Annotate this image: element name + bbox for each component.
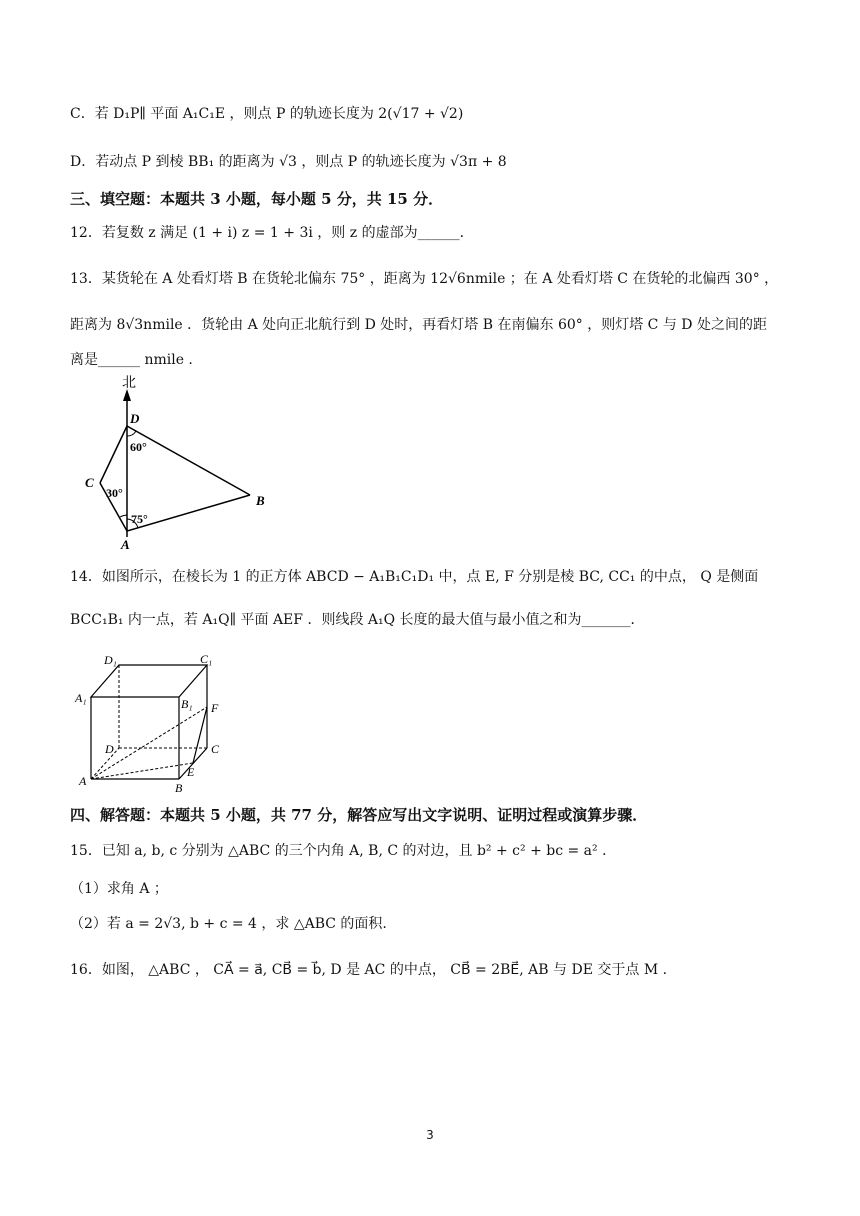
option-c: C．若 D₁P∥ 平面 A₁C₁E ，则点 P 的轨迹长度为 2(√17 + √2): [70, 106, 464, 122]
section-4-heading: 四、解答题：本题共 5 小题，共 77 分，解答应写出文字说明、证明过程或演算步骤．: [70, 806, 648, 824]
question-13-line-1: 13．某货轮在 A 处看灯塔 B 在货轮北偏东 75° ，距离为 12√6nmile ；在 A 处看灯塔 C 在货轮的北偏西 30° ，: [70, 271, 779, 287]
point-d-label: D: [130, 411, 140, 426]
north-label: 北: [122, 376, 136, 391]
question-16: 16．如图， △ABC ， CA⃗ = a⃗, CB⃗ = b⃗, D 是 AC 的中点， CB⃗ = 2BE⃗, AB 与 DE 交于点 M .: [70, 962, 668, 978]
point-e-label: E: [187, 765, 195, 779]
figure-14-cube: [72, 650, 232, 795]
angle-30-label: 30°: [106, 486, 123, 500]
vertex-a-label: A: [79, 774, 87, 788]
point-c-label: C: [85, 475, 94, 490]
option-d: D．若动点 P 到棱 BB₁ 的距离为 √3 ，则点 P 的轨迹长度为 √3π + 8: [70, 154, 507, 170]
vertex-d1-label: D₁: [104, 653, 117, 667]
point-b-label: B: [256, 493, 265, 508]
question-15-part-1: （1）求角 A ；: [70, 881, 168, 897]
question-13-line-2: 距离为 8√3nmile ．货轮由 A 处向正北航行到 D 处时，再看灯塔 B 在南偏东 60° ，则灯塔 C 与 D 处之间的距: [70, 317, 767, 333]
question-15-part-2: （2）若 a = 2√3, b + c = 4 ，求 △ABC 的面积.: [70, 916, 387, 932]
question-13-line-3: 离是______ nmile .: [70, 352, 193, 368]
vertex-b1-label: B₁: [181, 697, 193, 711]
question-14-line-2: BCC₁B₁ 内一点，若 A₁Q∥ 平面 AEF ．则线段 A₁Q 长度的最大值与最小值之和为_______．: [70, 612, 645, 628]
angle-75-label: 75°: [131, 512, 148, 526]
figure-13-navigation-diagram: [80, 375, 280, 555]
question-15: 15．已知 a, b, c 分别为 △ABC 的三个内角 A, B, C 的对边，且 b² + c² + bc = a² ．: [70, 843, 617, 859]
question-14-line-1: 14．如图所示，在棱长为 1 的正方体 ABCD − A₁B₁C₁D₁ 中，点 E, F 分别是棱 BC, CC₁ 的中点， Q 是侧面: [70, 569, 759, 585]
page-number: 3: [426, 1128, 434, 1142]
vertex-c-label: C: [211, 742, 220, 756]
section-3-heading: 三、填空题：本题共 3 小题，每小题 5 分，共 15 分．: [70, 190, 444, 208]
angle-60-label: 60°: [130, 440, 147, 454]
vertex-d-label: D: [105, 742, 114, 756]
point-a-label: A: [121, 537, 130, 552]
vertex-c1-label: C₁: [200, 652, 213, 666]
vertex-b-label: B: [175, 781, 183, 795]
point-f-label: F: [211, 701, 219, 715]
question-12: 12．若复数 z 满足 (1 + i) z = 1 + 3i ，则 z 的虚部为______．: [70, 225, 474, 241]
vertex-a1-label: A₁: [75, 691, 87, 705]
